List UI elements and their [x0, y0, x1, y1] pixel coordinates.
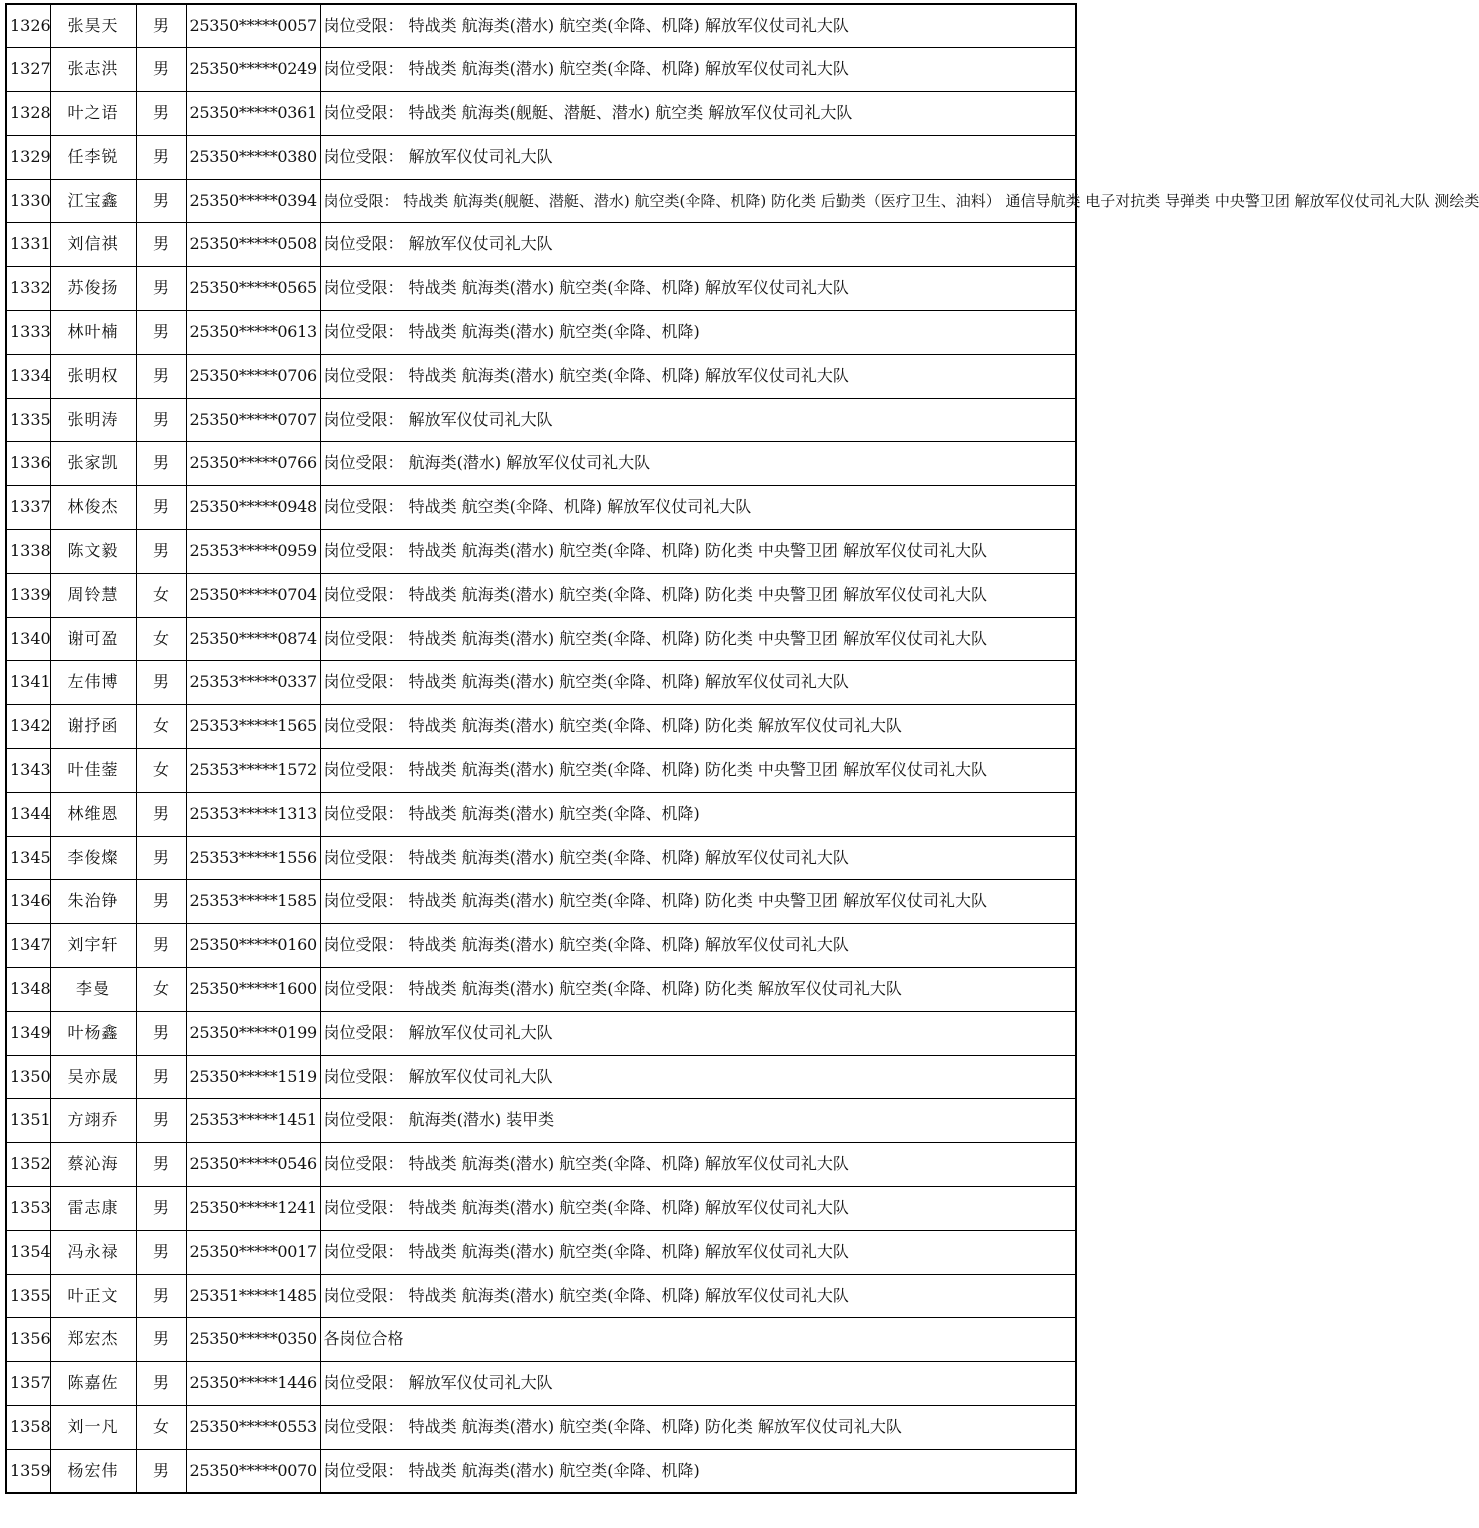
- gender-cell: 男: [136, 354, 186, 398]
- person-name-cell: 刘一凡: [50, 1406, 136, 1450]
- table-row: [6, 1318, 1076, 1362]
- id-number-cell: 25353*****1451: [186, 1099, 320, 1143]
- remark-cell: 岗位受限： 特战类 航海类(舰艇、潜艇、潜水) 航空类(伞降、机降) 防化类 后勤类（医疗卫生、油料） 通信导航类 电子对抗类 导弹类 中央警卫团 解放军仪仗司礼大队 测绘类: [320, 179, 1076, 223]
- table-row: [6, 1187, 1076, 1231]
- id-number-cell: 25350*****0199: [186, 1011, 320, 1055]
- roster-body: [6, 4, 1479, 1493]
- id-number-cell: 25350*****0704: [186, 573, 320, 617]
- table-row: [6, 530, 1076, 574]
- row-number-cell: 1348: [6, 968, 50, 1012]
- person-name-cell: 左伟博: [50, 661, 136, 705]
- gender-cell: 男: [136, 179, 186, 223]
- gender-cell: 男: [136, 530, 186, 574]
- person-name-cell: 叶杨鑫: [50, 1011, 136, 1055]
- table-row: [6, 749, 1076, 793]
- row-number-cell: 1327: [6, 48, 50, 92]
- table-row: [6, 968, 1076, 1012]
- remark-cell: 岗位受限： 特战类 航海类(潜水) 航空类(伞降、机降) 解放军仪仗司礼大队: [320, 354, 1076, 398]
- person-name-cell: 张志洪: [50, 48, 136, 92]
- id-number-cell: 25350*****1241: [186, 1187, 320, 1231]
- remark-cell: 岗位受限： 特战类 航空类(伞降、机降) 解放军仪仗司礼大队: [320, 486, 1076, 530]
- gender-cell: 男: [136, 1318, 186, 1362]
- person-name-cell: 江宝鑫: [50, 179, 136, 223]
- id-number-cell: 25350*****0160: [186, 924, 320, 968]
- person-name-cell: 张昊天: [50, 4, 136, 48]
- id-number-cell: 25353*****1556: [186, 836, 320, 880]
- person-name-cell: 方翊乔: [50, 1099, 136, 1143]
- remark-cell: 岗位受限： 特战类 航海类(潜水) 航空类(伞降、机降) 防化类 解放军仪仗司礼大队: [320, 1406, 1076, 1450]
- gender-cell: 男: [136, 1055, 186, 1099]
- person-name-cell: 林俊杰: [50, 486, 136, 530]
- person-name-cell: 杨宏伟: [50, 1449, 136, 1493]
- row-number-cell: 1351: [6, 1099, 50, 1143]
- id-number-cell: 25353*****1585: [186, 880, 320, 924]
- gender-cell: 女: [136, 749, 186, 793]
- remark-cell: 岗位受限： 解放军仪仗司礼大队: [320, 398, 1076, 442]
- remark-cell: 岗位受限： 解放军仪仗司礼大队: [320, 1055, 1076, 1099]
- person-name-cell: 吴亦晟: [50, 1055, 136, 1099]
- gender-cell: 男: [136, 442, 186, 486]
- person-name-cell: 林叶楠: [50, 311, 136, 355]
- gender-cell: 男: [136, 661, 186, 705]
- gender-cell: 男: [136, 223, 186, 267]
- table-row: [6, 705, 1076, 749]
- gender-cell: 男: [136, 1449, 186, 1493]
- row-number-cell: 1326: [6, 4, 50, 48]
- person-name-cell: 李曼: [50, 968, 136, 1012]
- person-name-cell: 雷志康: [50, 1187, 136, 1231]
- gender-cell: 男: [136, 1187, 186, 1231]
- row-number-cell: 1357: [6, 1362, 50, 1406]
- person-name-cell: 任李锐: [50, 135, 136, 179]
- gender-cell: 男: [136, 267, 186, 311]
- table-row: [6, 880, 1076, 924]
- row-number-cell: 1354: [6, 1230, 50, 1274]
- gender-cell: 男: [136, 924, 186, 968]
- row-number-cell: 1338: [6, 530, 50, 574]
- remark-cell: 岗位受限： 特战类 航海类(潜水) 航空类(伞降、机降) 防化类 中央警卫团 解放军仪仗司礼大队: [320, 617, 1076, 661]
- person-name-cell: 张家凯: [50, 442, 136, 486]
- remark-cell: 岗位受限： 特战类 航海类(潜水) 航空类(伞降、机降) 防化类 中央警卫团 解放军仪仗司礼大队: [320, 530, 1076, 574]
- row-number-cell: 1343: [6, 749, 50, 793]
- id-number-cell: 25351*****1485: [186, 1274, 320, 1318]
- remark-cell: 岗位受限： 特战类 航海类(潜水) 航空类(伞降、机降) 解放军仪仗司礼大队: [320, 1187, 1076, 1231]
- gender-cell: 男: [136, 48, 186, 92]
- row-number-cell: 1340: [6, 617, 50, 661]
- table-row: [6, 486, 1076, 530]
- person-name-cell: 陈文毅: [50, 530, 136, 574]
- table-row: [6, 92, 1076, 136]
- gender-cell: 女: [136, 617, 186, 661]
- id-number-cell: 25350*****0508: [186, 223, 320, 267]
- row-number-cell: 1330: [6, 179, 50, 223]
- table-row: [6, 267, 1076, 311]
- remark-cell: 岗位受限： 特战类 航海类(潜水) 航空类(伞降、机降) 解放军仪仗司礼大队: [320, 267, 1076, 311]
- table-row: [6, 792, 1076, 836]
- remark-cell: 岗位受限： 特战类 航海类(潜水) 航空类(伞降、机降) 解放军仪仗司礼大队: [320, 661, 1076, 705]
- remark-cell: 岗位受限： 特战类 航海类(潜水) 航空类(伞降、机降) 解放军仪仗司礼大队: [320, 4, 1076, 48]
- remark-cell: 岗位受限： 航海类(潜水) 装甲类: [320, 1099, 1076, 1143]
- id-number-cell: 25350*****1446: [186, 1362, 320, 1406]
- id-number-cell: 25350*****0394: [186, 179, 320, 223]
- person-name-cell: 朱治铮: [50, 880, 136, 924]
- row-number-cell: 1355: [6, 1274, 50, 1318]
- remark-cell: 岗位受限： 特战类 航海类(潜水) 航空类(伞降、机降) 防化类 解放军仪仗司礼大队: [320, 968, 1076, 1012]
- row-number-cell: 1350: [6, 1055, 50, 1099]
- row-number-cell: 1344: [6, 792, 50, 836]
- person-name-cell: 叶之语: [50, 92, 136, 136]
- table-row: [6, 1055, 1076, 1099]
- id-number-cell: 25350*****1519: [186, 1055, 320, 1099]
- remark-cell: 岗位受限： 特战类 航海类(潜水) 航空类(伞降、机降) 防化类 解放军仪仗司礼大队: [320, 705, 1076, 749]
- remark-cell: 岗位受限： 解放军仪仗司礼大队: [320, 135, 1076, 179]
- gender-cell: 男: [136, 92, 186, 136]
- person-name-cell: 郑宏杰: [50, 1318, 136, 1362]
- table-row: [6, 442, 1076, 486]
- table-row: [6, 1274, 1076, 1318]
- person-name-cell: 张明涛: [50, 398, 136, 442]
- id-number-cell: 25350*****0613: [186, 311, 320, 355]
- table-row: [6, 573, 1076, 617]
- person-name-cell: 叶佳蓥: [50, 749, 136, 793]
- row-number-cell: 1336: [6, 442, 50, 486]
- gender-cell: 男: [136, 1274, 186, 1318]
- gender-cell: 男: [136, 311, 186, 355]
- row-number-cell: 1329: [6, 135, 50, 179]
- id-number-cell: 25353*****0959: [186, 530, 320, 574]
- table-row: [6, 48, 1076, 92]
- remark-cell: 岗位受限： 航海类(潜水) 解放军仪仗司礼大队: [320, 442, 1076, 486]
- remark-cell: 岗位受限： 特战类 航海类(潜水) 航空类(伞降、机降): [320, 1449, 1076, 1493]
- table-row: [6, 135, 1076, 179]
- id-number-cell: 25350*****0948: [186, 486, 320, 530]
- remark-cell: 岗位受限： 解放军仪仗司礼大队: [320, 1011, 1076, 1055]
- person-name-cell: 周铃慧: [50, 573, 136, 617]
- id-number-cell: 25350*****0766: [186, 442, 320, 486]
- table-row: [6, 661, 1076, 705]
- table-row: [6, 836, 1076, 880]
- gender-cell: 男: [136, 1099, 186, 1143]
- row-number-cell: 1334: [6, 354, 50, 398]
- gender-cell: 女: [136, 1406, 186, 1450]
- id-number-cell: 25353*****1572: [186, 749, 320, 793]
- remark-cell: 岗位受限： 特战类 航海类(潜水) 航空类(伞降、机降): [320, 311, 1076, 355]
- id-number-cell: 25353*****0337: [186, 661, 320, 705]
- table-row: [6, 398, 1076, 442]
- id-number-cell: 25353*****1565: [186, 705, 320, 749]
- table-row: [6, 179, 1076, 223]
- row-number-cell: 1345: [6, 836, 50, 880]
- remark-cell: 岗位受限： 特战类 航海类(潜水) 航空类(伞降、机降) 解放军仪仗司礼大队: [320, 48, 1076, 92]
- remark-cell: 岗位受限： 特战类 航海类(潜水) 航空类(伞降、机降) 解放军仪仗司礼大队: [320, 924, 1076, 968]
- gender-cell: 男: [136, 135, 186, 179]
- id-number-cell: 25350*****0350: [186, 1318, 320, 1362]
- id-number-cell: 25350*****0070: [186, 1449, 320, 1493]
- row-number-cell: 1356: [6, 1318, 50, 1362]
- id-number-cell: 25350*****0017: [186, 1230, 320, 1274]
- row-number-cell: 1359: [6, 1449, 50, 1493]
- row-number-cell: 1358: [6, 1406, 50, 1450]
- remark-cell: 岗位受限： 特战类 航海类(潜水) 航空类(伞降、机降) 解放军仪仗司礼大队: [320, 1230, 1076, 1274]
- table-row: [6, 1449, 1076, 1493]
- table-row: [6, 223, 1076, 267]
- row-number-cell: 1349: [6, 1011, 50, 1055]
- id-number-cell: 25350*****1600: [186, 968, 320, 1012]
- person-name-cell: 叶正文: [50, 1274, 136, 1318]
- id-number-cell: 25350*****0057: [186, 4, 320, 48]
- person-name-cell: 陈嘉佐: [50, 1362, 136, 1406]
- gender-cell: 男: [136, 1362, 186, 1406]
- table-row: [6, 354, 1076, 398]
- gender-cell: 女: [136, 968, 186, 1012]
- table-row: [6, 1011, 1076, 1055]
- remark-cell: 岗位受限： 特战类 航海类(潜水) 航空类(伞降、机降) 防化类 中央警卫团 解放军仪仗司礼大队: [320, 880, 1076, 924]
- remark-cell: 岗位受限： 解放军仪仗司礼大队: [320, 1362, 1076, 1406]
- id-number-cell: 25350*****0706: [186, 354, 320, 398]
- person-name-cell: 张明权: [50, 354, 136, 398]
- person-name-cell: 谢抒函: [50, 705, 136, 749]
- id-number-cell: 25350*****0546: [186, 1143, 320, 1187]
- person-name-cell: 刘信祺: [50, 223, 136, 267]
- gender-cell: 男: [136, 398, 186, 442]
- id-number-cell: 25350*****0361: [186, 92, 320, 136]
- row-number-cell: 1328: [6, 92, 50, 136]
- gender-cell: 男: [136, 1143, 186, 1187]
- gender-cell: 男: [136, 836, 186, 880]
- gender-cell: 男: [136, 880, 186, 924]
- table-row: [6, 4, 1076, 48]
- id-number-cell: 25350*****0380: [186, 135, 320, 179]
- row-number-cell: 1346: [6, 880, 50, 924]
- table-row: [6, 1406, 1076, 1450]
- id-number-cell: 25350*****0707: [186, 398, 320, 442]
- person-name-cell: 刘宇轩: [50, 924, 136, 968]
- row-number-cell: 1341: [6, 661, 50, 705]
- row-number-cell: 1352: [6, 1143, 50, 1187]
- remark-cell: 岗位受限： 特战类 航海类(潜水) 航空类(伞降、机降) 防化类 中央警卫团 解放军仪仗司礼大队: [320, 749, 1076, 793]
- table-row: [6, 1230, 1076, 1274]
- person-name-cell: 冯永禄: [50, 1230, 136, 1274]
- row-number-cell: 1331: [6, 223, 50, 267]
- remark-cell: 岗位受限： 解放军仪仗司礼大队: [320, 223, 1076, 267]
- id-number-cell: 25350*****0249: [186, 48, 320, 92]
- id-number-cell: 25350*****0553: [186, 1406, 320, 1450]
- person-name-cell: 谢可盈: [50, 617, 136, 661]
- remark-cell: 岗位受限： 特战类 航海类(潜水) 航空类(伞降、机降) 防化类 中央警卫团 解放军仪仗司礼大队: [320, 573, 1076, 617]
- table-row: [6, 1143, 1076, 1187]
- table-row: [6, 924, 1076, 968]
- remark-cell: 岗位受限： 特战类 航海类(潜水) 航空类(伞降、机降) 解放军仪仗司礼大队: [320, 836, 1076, 880]
- remark-cell: 岗位受限： 特战类 航海类(潜水) 航空类(伞降、机降): [320, 792, 1076, 836]
- gender-cell: 男: [136, 1011, 186, 1055]
- row-number-cell: 1332: [6, 267, 50, 311]
- person-name-cell: 蔡沁海: [50, 1143, 136, 1187]
- id-number-cell: 25353*****1313: [186, 792, 320, 836]
- remark-cell: 岗位受限： 特战类 航海类(潜水) 航空类(伞降、机降) 解放军仪仗司礼大队: [320, 1274, 1076, 1318]
- id-number-cell: 25350*****0565: [186, 267, 320, 311]
- gender-cell: 男: [136, 1230, 186, 1274]
- row-number-cell: 1347: [6, 924, 50, 968]
- gender-cell: 男: [136, 4, 186, 48]
- table-row: [6, 311, 1076, 355]
- row-number-cell: 1333: [6, 311, 50, 355]
- roster-table: [5, 3, 1479, 1494]
- id-number-cell: 25350*****0874: [186, 617, 320, 661]
- row-number-cell: 1353: [6, 1187, 50, 1231]
- gender-cell: 女: [136, 705, 186, 749]
- remark-cell: 各岗位合格: [320, 1318, 1076, 1362]
- person-name-cell: 苏俊扬: [50, 267, 136, 311]
- table-row: [6, 1362, 1076, 1406]
- remark-cell: 岗位受限： 特战类 航海类(潜水) 航空类(伞降、机降) 解放军仪仗司礼大队: [320, 1143, 1076, 1187]
- gender-cell: 女: [136, 573, 186, 617]
- row-number-cell: 1335: [6, 398, 50, 442]
- remark-cell: 岗位受限： 特战类 航海类(舰艇、潜艇、潜水) 航空类 解放军仪仗司礼大队: [320, 92, 1076, 136]
- gender-cell: 男: [136, 486, 186, 530]
- row-number-cell: 1342: [6, 705, 50, 749]
- row-number-cell: 1337: [6, 486, 50, 530]
- row-number-cell: 1339: [6, 573, 50, 617]
- gender-cell: 男: [136, 792, 186, 836]
- person-name-cell: 林维恩: [50, 792, 136, 836]
- person-name-cell: 李俊燦: [50, 836, 136, 880]
- table-row: [6, 617, 1076, 661]
- table-row: [6, 1099, 1076, 1143]
